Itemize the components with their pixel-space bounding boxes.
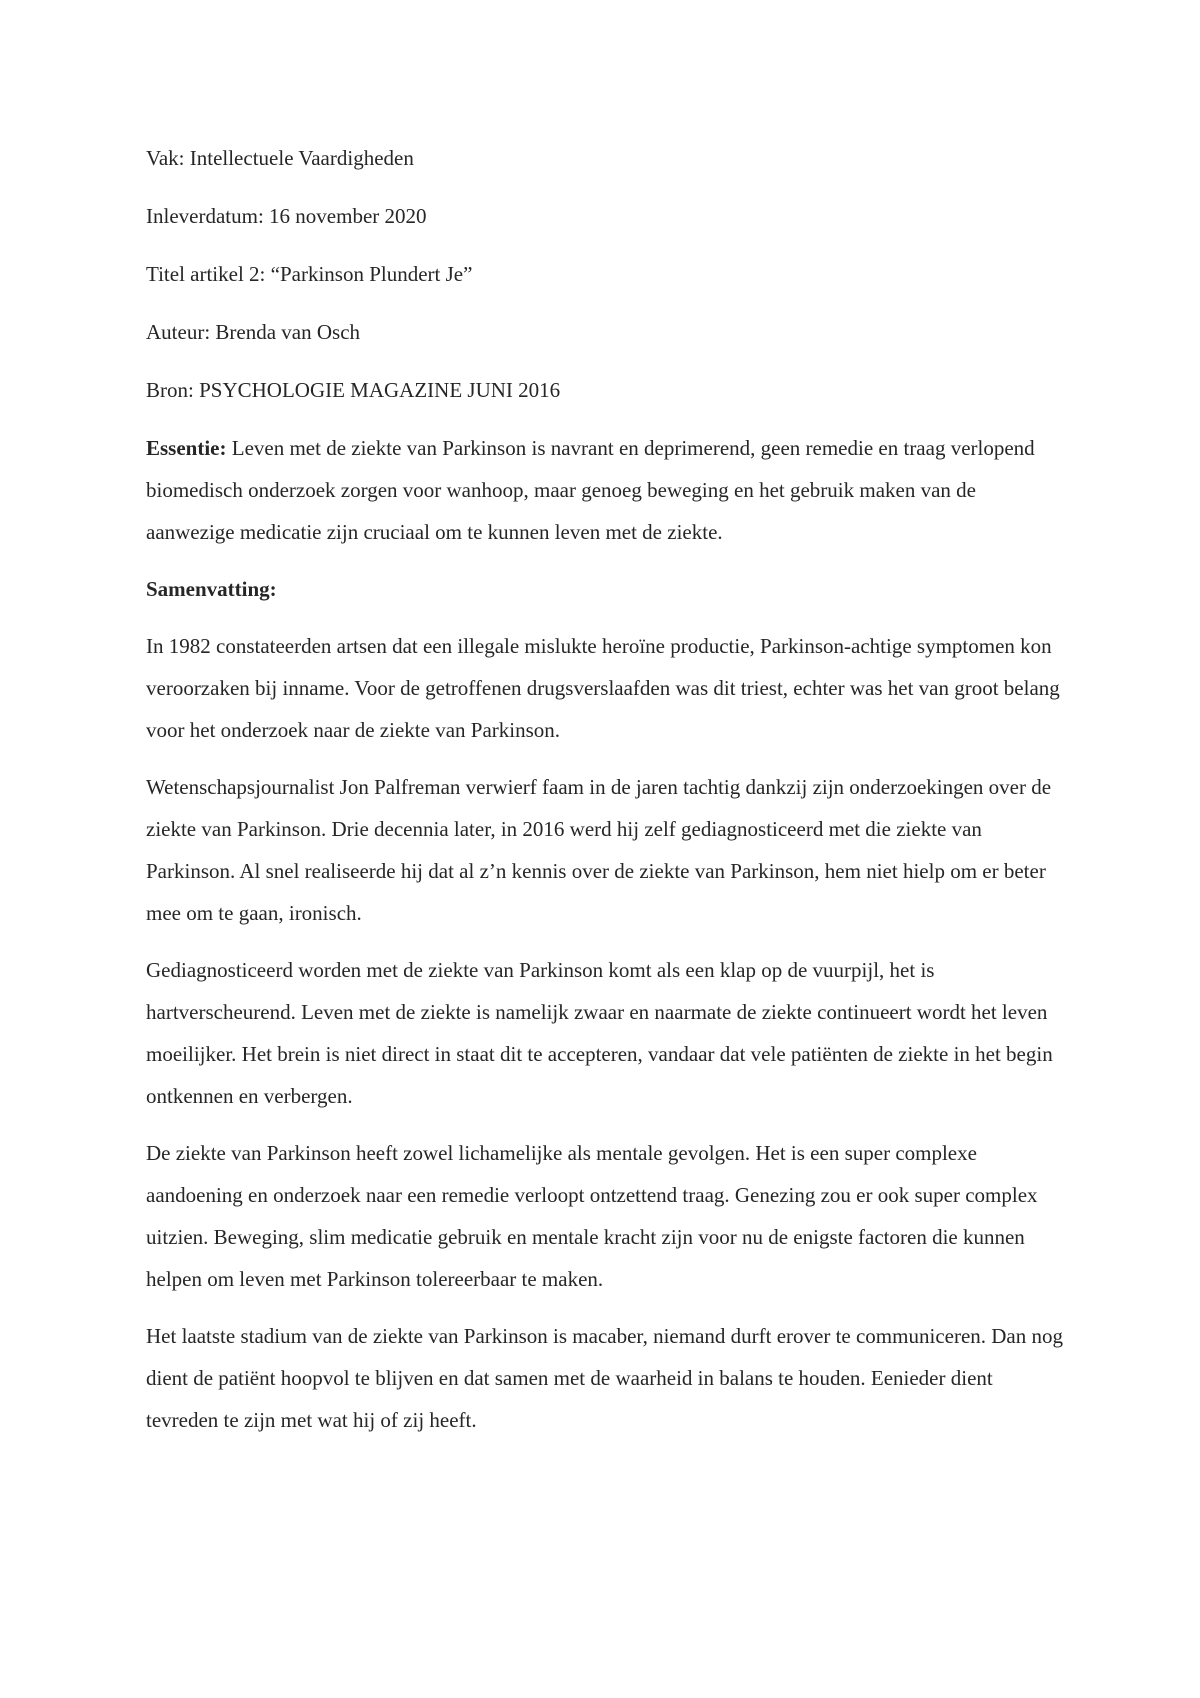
summary-paragraph-5: Het laatste stadium van de ziekte van Parkinson is macaber, niemand durft erover te communiceren. Dan nog dient de patiënt hoopvol te blijven en dat samen met de waarheid in balans te houden. Eenieder dient tevreden te zijn met wat hij of zij heeft. — [146, 1324, 1064, 1432]
essence-paragraph — [146, 427, 1066, 553]
author-line: Auteur: Brenda van Osch — [146, 320, 361, 344]
course-line: Vak: Intellectuele Vaardigheden — [146, 146, 414, 170]
source-line: Bron: PSYCHOLOGIE MAGAZINE JUNI 2016 — [146, 378, 561, 402]
summary-paragraph-2: Wetenschapsjournalist Jon Palfreman verwierf faam in de jaren tachtig dankzij zijn onderzoekingen over de ziekte van Parkinson. Drie decennia later, in 2016 werd hij zelf gediagnosticeerd met die ziekte van Parkinson. Al snel realiseerde hij dat al z’n kennis over de ziekte van Parkinson, hem niet hielp om er beter mee om te gaan, ironisch. — [146, 775, 1052, 925]
summary-paragraph-3: Gediagnosticeerd worden met de ziekte van Parkinson komt als een klap op de vuurpijl, het is hartverscheurend. Leven met de ziekte is namelijk zwaar en naarmate de ziekte continueert wordt het leven moeilijker. Het brein is niet direct in staat dit te accepteren, vandaar dat vele patiënten de ziekte in het begin ontkennen en verbergen. — [146, 958, 1053, 1108]
essence-text: Leven met de ziekte van Parkinson is navrant en deprimerend, geen remedie en traag verlopend biomedisch onderzoek zorgen voor wanhoop, maar genoeg beweging en het gebruik maken van de aanwezige medicatie zijn cruciaal om te kunnen leven met de ziekte. — [146, 436, 1035, 544]
summary-paragraph-1: In 1982 constateerden artsen dat een illegale mislukte heroïne productie, Parkinson-achtige symptomen kon veroorzaken bij inname. Voor de getroffenen drugsverslaafden was dit triest, echter was het van groot belang voor het onderzoek naar de ziekte van Parkinson. — [146, 634, 1060, 742]
summary-paragraph-4: De ziekte van Parkinson heeft zowel lichamelijke als mentale gevolgen. Het is een super complexe aandoening en onderzoek naar een remedie verloopt ontzettend traag. Genezing zou er ook super complex uitzien. Beweging, slim medicatie gebruik en mentale kracht zijn voor nu de enigste factoren die kunnen helpen om leven met Parkinson tolereerbaar te maken. — [146, 1141, 1038, 1291]
summary-heading: Samenvatting: — [146, 577, 277, 601]
document-body — [146, 143, 1066, 1456]
essence-label: Essentie: — [146, 436, 227, 460]
due-date-line: Inleverdatum: 16 november 2020 — [146, 204, 427, 228]
article-title-line: Titel artikel 2: “Parkinson Plundert Je” — [146, 262, 473, 286]
